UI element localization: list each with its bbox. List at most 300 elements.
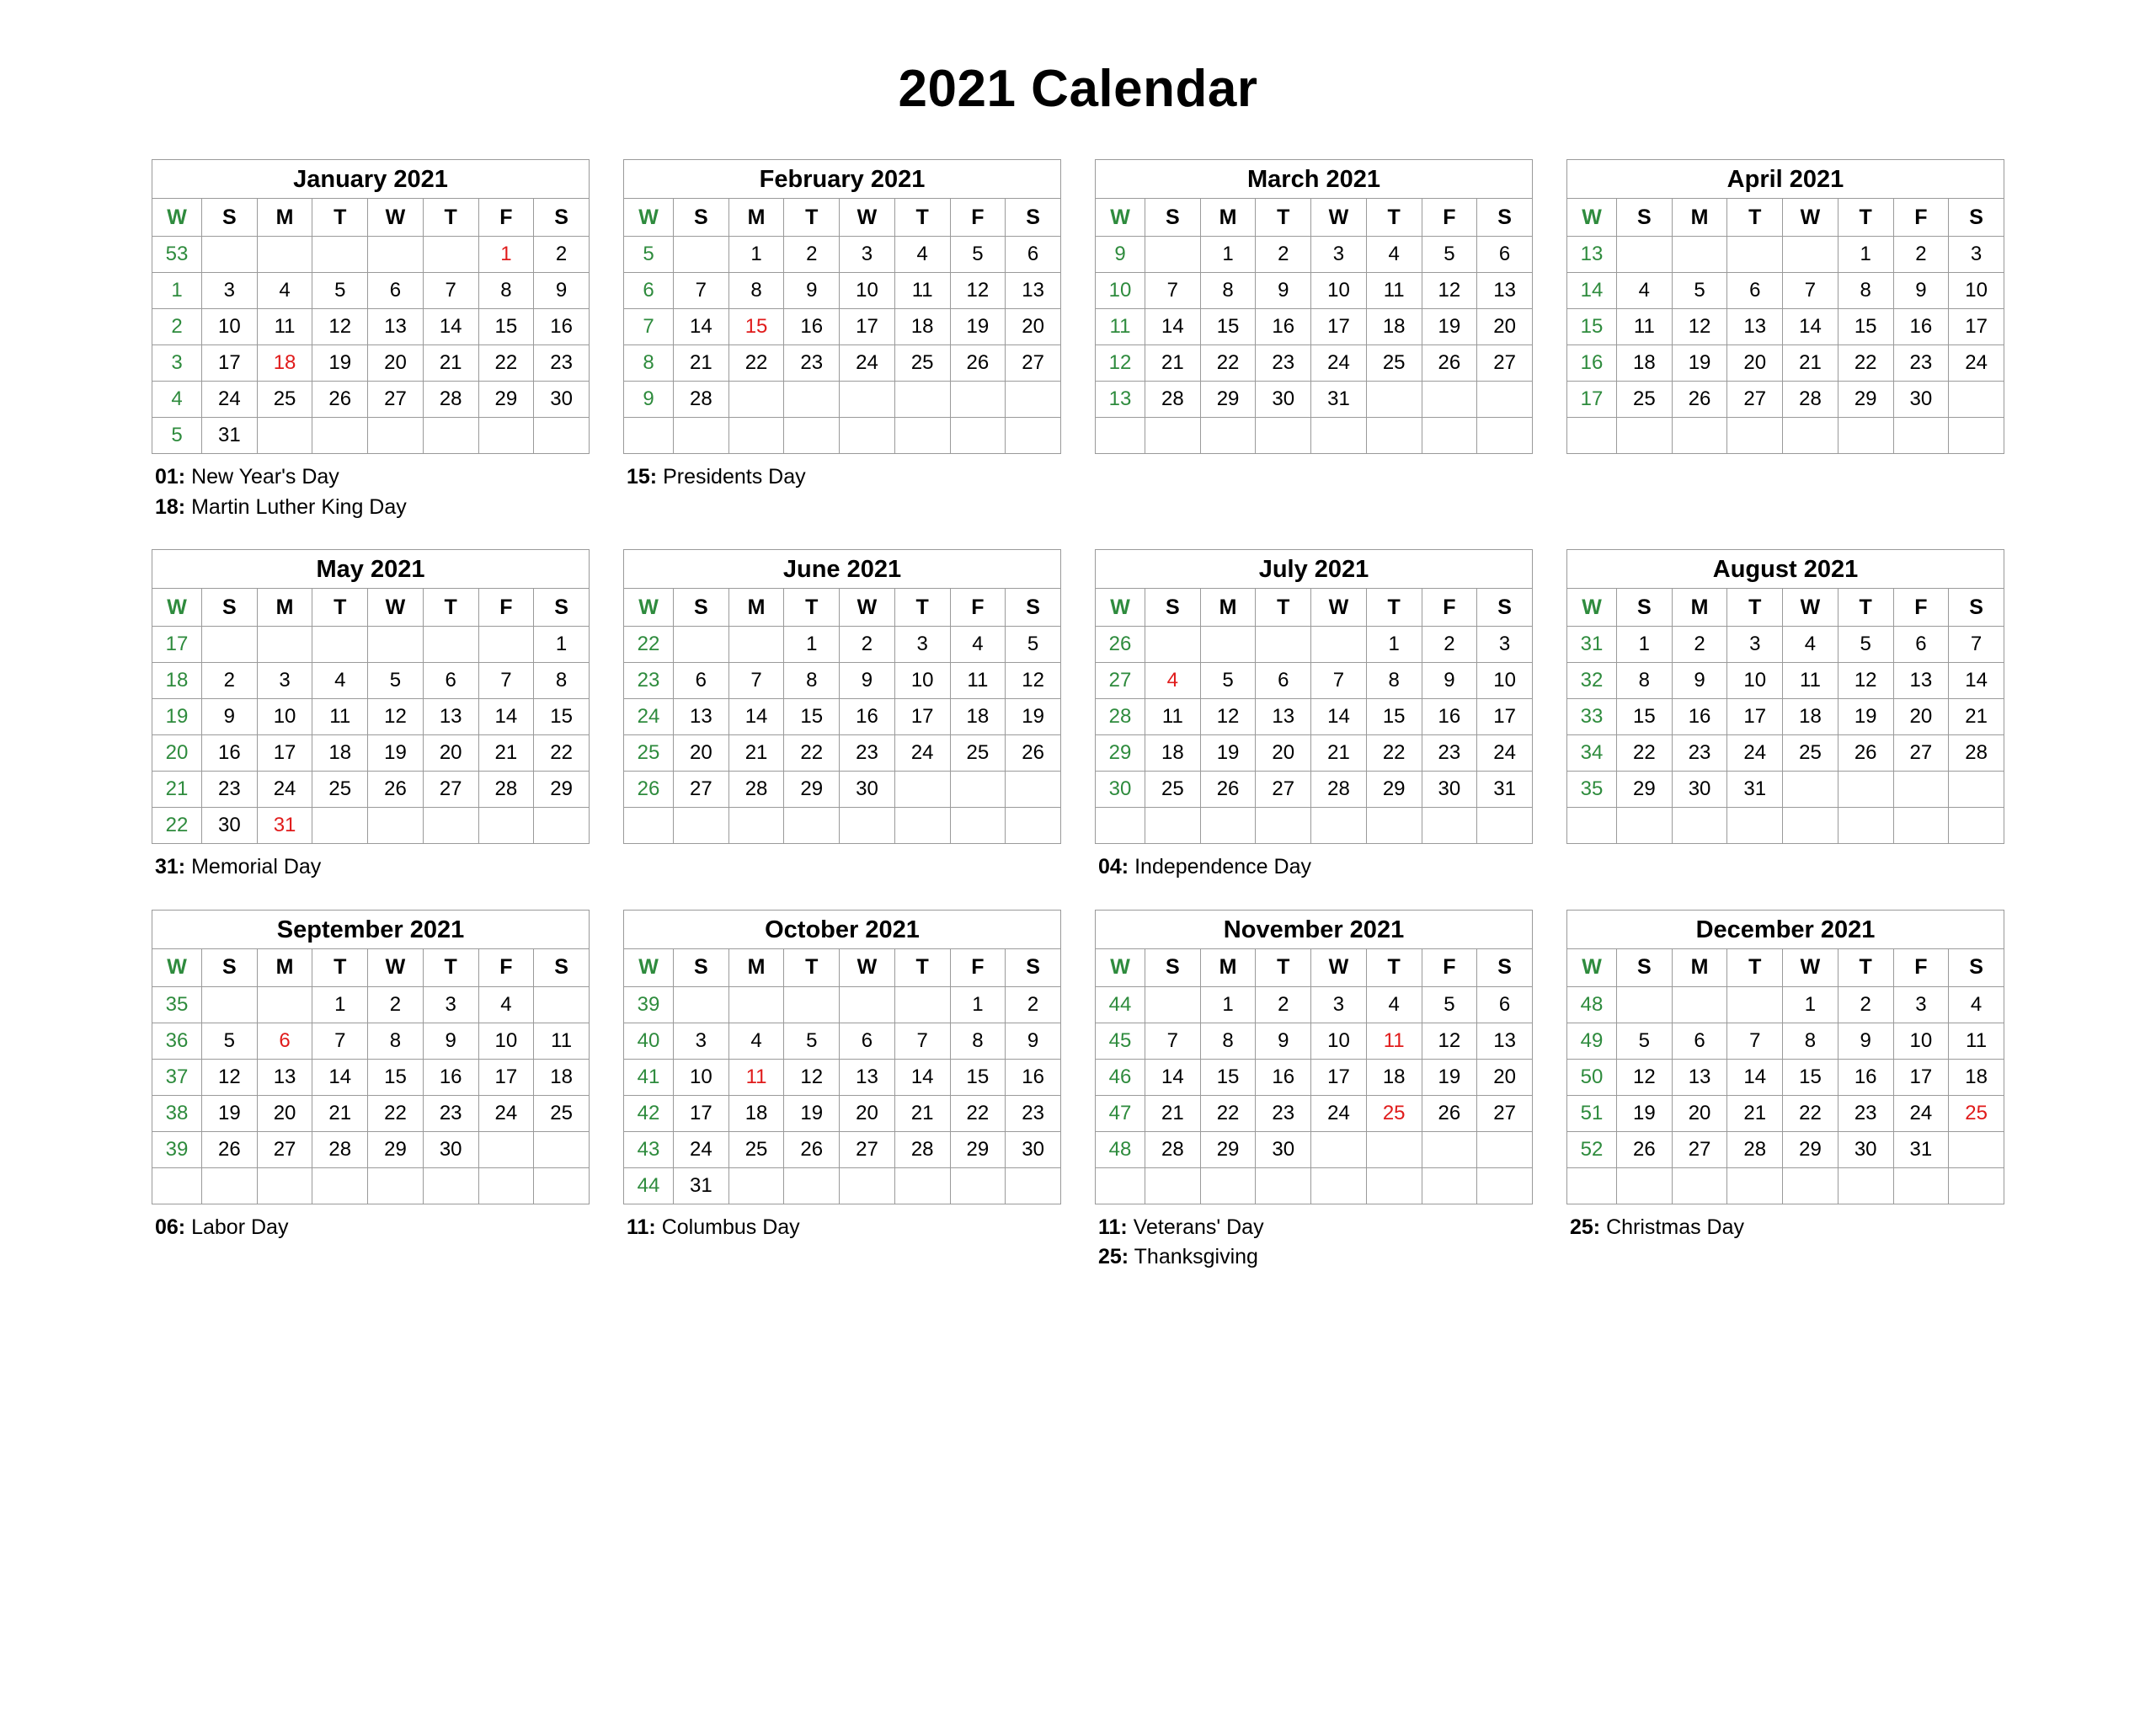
- weekday-header: T: [1838, 199, 1893, 237]
- day-cell: [1145, 418, 1201, 454]
- day-cell: [1727, 1167, 1783, 1204]
- day-cell: 15: [1783, 1059, 1838, 1095]
- week-number-cell: 13: [1096, 382, 1145, 418]
- holiday-note: [155, 462, 590, 493]
- day-cell: 25: [894, 345, 950, 382]
- day-cell: 24: [202, 382, 258, 418]
- weekday-header: T: [784, 199, 840, 237]
- weekday-header: S: [534, 948, 590, 986]
- day-cell: 21: [894, 1095, 950, 1131]
- day-cell: [1893, 1167, 1949, 1204]
- weekday-header: T: [894, 199, 950, 237]
- month-title: January 2021: [152, 159, 590, 198]
- holiday-note-label: Independence Day: [1134, 855, 1311, 879]
- day-cell: 19: [950, 309, 1006, 345]
- day-cell: [1893, 772, 1949, 808]
- week-number-cell: [1567, 418, 1617, 454]
- week-number-cell: [1096, 418, 1145, 454]
- day-cell: 14: [478, 699, 534, 735]
- day-cell: [1256, 627, 1311, 663]
- day-cell: [202, 986, 258, 1023]
- week-number-cell: 28: [1096, 699, 1145, 735]
- week-row: [1567, 986, 2004, 1023]
- week-row: [152, 627, 590, 663]
- day-cell-holiday: 31: [257, 808, 312, 844]
- holiday-note-list: [1566, 1213, 2004, 1243]
- week-row: [1567, 1059, 2004, 1095]
- week-number-cell: 15: [1567, 309, 1617, 345]
- week-row: [152, 735, 590, 772]
- day-cell: 21: [674, 345, 729, 382]
- day-cell: 21: [728, 735, 784, 772]
- day-cell: 23: [840, 735, 895, 772]
- week-row: [152, 345, 590, 382]
- day-cell-holiday: 1: [478, 237, 534, 273]
- day-cell: [312, 418, 368, 454]
- month-block: [623, 910, 1061, 1273]
- weekday-header: W: [368, 199, 424, 237]
- day-cell: [728, 627, 784, 663]
- weekday-header: T: [312, 948, 368, 986]
- week-number-cell: 16: [1567, 345, 1617, 382]
- day-cell: 29: [1200, 382, 1256, 418]
- day-cell: [894, 1167, 950, 1204]
- holiday-note-list: [152, 1213, 590, 1243]
- day-cell: 14: [674, 309, 729, 345]
- weekday-header: T: [423, 199, 478, 237]
- day-cell: 25: [312, 772, 368, 808]
- day-cell: 20: [423, 735, 478, 772]
- week-number-header: W: [1096, 948, 1145, 986]
- day-cell: 19: [784, 1095, 840, 1131]
- day-cell: 30: [202, 808, 258, 844]
- day-cell: 4: [728, 1023, 784, 1059]
- day-cell: 28: [1783, 382, 1838, 418]
- week-row: [1567, 627, 2004, 663]
- day-cell: 15: [478, 309, 534, 345]
- weekday-header: S: [202, 199, 258, 237]
- week-number-cell: [1096, 1167, 1145, 1204]
- week-number-header: W: [624, 948, 674, 986]
- weekday-header-row: [1567, 589, 2004, 627]
- week-row: [152, 986, 590, 1023]
- day-cell-holiday: 4: [1145, 663, 1201, 699]
- month-title: April 2021: [1566, 159, 2004, 198]
- day-cell: 14: [1949, 663, 2004, 699]
- weekday-header: M: [257, 948, 312, 986]
- day-cell: 20: [1477, 1059, 1533, 1095]
- day-cell: 7: [1311, 663, 1367, 699]
- week-row: [152, 1131, 590, 1167]
- day-cell: [1727, 237, 1783, 273]
- day-cell: 3: [1477, 627, 1533, 663]
- week-row: [624, 1131, 1061, 1167]
- week-row: [1567, 808, 2004, 844]
- week-number-cell: 12: [1096, 345, 1145, 382]
- week-number-cell: 22: [624, 627, 674, 663]
- weekday-header: S: [1006, 199, 1061, 237]
- month-title: February 2021: [623, 159, 1061, 198]
- day-cell: [1672, 237, 1727, 273]
- holiday-note-list: [152, 462, 590, 522]
- weekday-header: S: [202, 948, 258, 986]
- holiday-note-day: 11:: [1098, 1215, 1128, 1239]
- day-cell: 28: [894, 1131, 950, 1167]
- day-cell: [478, 418, 534, 454]
- day-cell: 25: [950, 735, 1006, 772]
- day-cell: 19: [1422, 1059, 1477, 1095]
- holiday-note-label: New Year's Day: [191, 465, 339, 489]
- holiday-note-list: [1566, 462, 2004, 471]
- day-cell: 6: [1727, 273, 1783, 309]
- day-cell: 2: [1838, 986, 1893, 1023]
- day-cell: 13: [1727, 309, 1783, 345]
- day-cell: 21: [1949, 699, 2004, 735]
- day-cell-holiday: 11: [728, 1059, 784, 1095]
- day-cell: 10: [1949, 273, 2004, 309]
- holiday-note-label: Labor Day: [191, 1215, 289, 1239]
- day-cell: 13: [1477, 1023, 1533, 1059]
- weekday-header: F: [478, 199, 534, 237]
- day-cell: 13: [840, 1059, 895, 1095]
- day-cell: 10: [894, 663, 950, 699]
- week-number-cell: 41: [624, 1059, 674, 1095]
- weekday-header: W: [840, 199, 895, 237]
- day-cell: 19: [312, 345, 368, 382]
- day-cell: [1672, 1167, 1727, 1204]
- weekday-header-row: [624, 589, 1061, 627]
- day-cell: 29: [950, 1131, 1006, 1167]
- day-cell: 27: [368, 382, 424, 418]
- day-cell: 14: [1145, 1059, 1201, 1095]
- day-cell: 10: [1727, 663, 1783, 699]
- day-cell: [1200, 1167, 1256, 1204]
- weekday-header: S: [674, 199, 729, 237]
- weekday-header: T: [1838, 589, 1893, 627]
- week-row: [152, 309, 590, 345]
- day-cell: 2: [1256, 237, 1311, 273]
- week-number-cell: [624, 418, 674, 454]
- day-cell: 16: [202, 735, 258, 772]
- month-table: [1095, 948, 1533, 1204]
- week-row: [1096, 1059, 1533, 1095]
- week-number-cell: 8: [624, 345, 674, 382]
- day-cell: 26: [1617, 1131, 1673, 1167]
- day-cell: 24: [478, 1095, 534, 1131]
- week-number-cell: 7: [624, 309, 674, 345]
- month-table: [152, 198, 590, 454]
- day-cell: 9: [1893, 273, 1949, 309]
- week-number-cell: 24: [624, 699, 674, 735]
- week-number-cell: 3: [152, 345, 202, 382]
- week-number-cell: 2: [152, 309, 202, 345]
- day-cell: [950, 418, 1006, 454]
- week-row: [1096, 808, 1533, 844]
- day-cell: [1727, 986, 1783, 1023]
- week-number-cell: 29: [1096, 735, 1145, 772]
- day-cell: [840, 808, 895, 844]
- day-cell: 11: [1617, 309, 1673, 345]
- week-number-cell: 48: [1096, 1131, 1145, 1167]
- day-cell: [894, 986, 950, 1023]
- day-cell: 7: [1145, 273, 1201, 309]
- week-number-cell: 44: [1096, 986, 1145, 1023]
- month-table: [623, 588, 1061, 844]
- day-cell: [1256, 418, 1311, 454]
- weekday-header: M: [1672, 199, 1727, 237]
- day-cell: 24: [1311, 345, 1367, 382]
- week-row: [1567, 772, 2004, 808]
- weekday-header: F: [950, 199, 1006, 237]
- day-cell: 17: [478, 1059, 534, 1095]
- day-cell: 15: [1366, 699, 1422, 735]
- day-cell: [1311, 1131, 1367, 1167]
- day-cell: 31: [1727, 772, 1783, 808]
- holiday-note: [155, 493, 590, 523]
- holiday-note: [1098, 852, 1533, 883]
- week-number-cell: 37: [152, 1059, 202, 1095]
- holiday-note-day: 18:: [155, 494, 186, 519]
- day-cell: 12: [1006, 663, 1061, 699]
- week-number-cell: 9: [624, 382, 674, 418]
- day-cell: 4: [950, 627, 1006, 663]
- day-cell: [1672, 418, 1727, 454]
- day-cell: 13: [1006, 273, 1061, 309]
- day-cell: 25: [728, 1131, 784, 1167]
- day-cell: [478, 808, 534, 844]
- day-cell: 12: [1838, 663, 1893, 699]
- day-cell: 5: [1006, 627, 1061, 663]
- weekday-header: S: [1617, 199, 1673, 237]
- day-cell: 6: [423, 663, 478, 699]
- week-number-cell: 32: [1567, 663, 1617, 699]
- week-number-cell: 35: [1567, 772, 1617, 808]
- day-cell: 15: [368, 1059, 424, 1095]
- weekday-header: M: [1200, 589, 1256, 627]
- day-cell: 14: [1145, 309, 1201, 345]
- day-cell: 23: [202, 772, 258, 808]
- day-cell: 27: [1477, 345, 1533, 382]
- day-cell: [1256, 1167, 1311, 1204]
- day-cell: 5: [1422, 986, 1477, 1023]
- holiday-note-label: Martin Luther King Day: [191, 494, 407, 519]
- day-cell: [312, 1167, 368, 1204]
- weekday-header: W: [1311, 589, 1367, 627]
- day-cell: 12: [1422, 1023, 1477, 1059]
- day-cell: [1366, 1167, 1422, 1204]
- day-cell: [1783, 772, 1838, 808]
- day-cell: 27: [1672, 1131, 1727, 1167]
- day-cell: [1727, 418, 1783, 454]
- week-number-cell: 17: [1567, 382, 1617, 418]
- week-row: [1096, 1167, 1533, 1204]
- holiday-note-label: Memorial Day: [191, 855, 322, 879]
- week-number-cell: [1096, 808, 1145, 844]
- day-cell: [950, 808, 1006, 844]
- day-cell: [894, 772, 950, 808]
- week-row: [1096, 1095, 1533, 1131]
- holiday-note: [1570, 1213, 2004, 1243]
- day-cell: [1477, 382, 1533, 418]
- week-number-cell: 45: [1096, 1023, 1145, 1059]
- week-number-cell: 23: [624, 663, 674, 699]
- day-cell: 22: [784, 735, 840, 772]
- weekday-header: S: [202, 589, 258, 627]
- day-cell: 12: [1200, 699, 1256, 735]
- week-number-cell: 48: [1567, 986, 1617, 1023]
- day-cell: [1617, 986, 1673, 1023]
- day-cell: 18: [1949, 1059, 2004, 1095]
- day-cell: [478, 1167, 534, 1204]
- day-cell: 11: [1366, 273, 1422, 309]
- day-cell: [1783, 1167, 1838, 1204]
- week-number-cell: 21: [152, 772, 202, 808]
- day-cell: 10: [840, 273, 895, 309]
- week-row: [1096, 663, 1533, 699]
- week-row: [624, 418, 1061, 454]
- day-cell: 29: [1783, 1131, 1838, 1167]
- week-number-cell: 40: [624, 1023, 674, 1059]
- day-cell: [784, 418, 840, 454]
- weekday-header-row: [152, 199, 590, 237]
- week-row: [1096, 772, 1533, 808]
- day-cell: [1145, 627, 1201, 663]
- day-cell: [1422, 1131, 1477, 1167]
- day-cell: 12: [950, 273, 1006, 309]
- week-row: [1096, 345, 1533, 382]
- day-cell: 9: [1672, 663, 1727, 699]
- day-cell: 18: [728, 1095, 784, 1131]
- week-number-cell: 31: [1567, 627, 1617, 663]
- week-row: [624, 986, 1061, 1023]
- day-cell: [728, 1167, 784, 1204]
- day-cell: 27: [1893, 735, 1949, 772]
- week-row: [1096, 418, 1533, 454]
- day-cell: 17: [1311, 1059, 1367, 1095]
- day-cell: [257, 986, 312, 1023]
- day-cell: 29: [784, 772, 840, 808]
- holiday-note-day: 25:: [1098, 1245, 1129, 1268]
- holiday-note: [1098, 1213, 1533, 1243]
- day-cell: 4: [894, 237, 950, 273]
- week-row: [1567, 1131, 2004, 1167]
- day-cell: [840, 986, 895, 1023]
- week-number-cell: 30: [1096, 772, 1145, 808]
- week-row: [624, 309, 1061, 345]
- day-cell: 30: [1838, 1131, 1893, 1167]
- week-number-cell: 38: [152, 1095, 202, 1131]
- day-cell: 14: [894, 1059, 950, 1095]
- week-number-cell: 42: [624, 1095, 674, 1131]
- day-cell: [1783, 418, 1838, 454]
- week-number-cell: 36: [152, 1023, 202, 1059]
- day-cell: 28: [1145, 382, 1201, 418]
- week-number-header: W: [1567, 589, 1617, 627]
- day-cell: [1006, 1167, 1061, 1204]
- month-table: [1566, 588, 2004, 844]
- day-cell: [784, 986, 840, 1023]
- day-cell: 18: [1366, 309, 1422, 345]
- day-cell: 24: [840, 345, 895, 382]
- weekday-header: S: [534, 199, 590, 237]
- day-cell: 7: [312, 1023, 368, 1059]
- day-cell: 18: [1145, 735, 1201, 772]
- day-cell: 30: [1256, 382, 1311, 418]
- day-cell: 8: [478, 273, 534, 309]
- day-cell: 13: [1672, 1059, 1727, 1095]
- week-row: [624, 1023, 1061, 1059]
- day-cell: 27: [1256, 772, 1311, 808]
- day-cell: 20: [674, 735, 729, 772]
- day-cell: 4: [1783, 627, 1838, 663]
- day-cell: 29: [534, 772, 590, 808]
- day-cell: 15: [1838, 309, 1893, 345]
- day-cell: 3: [257, 663, 312, 699]
- day-cell: 21: [1727, 1095, 1783, 1131]
- day-cell: 15: [950, 1059, 1006, 1095]
- day-cell: [1422, 418, 1477, 454]
- day-cell: 27: [1006, 345, 1061, 382]
- day-cell: [534, 1131, 590, 1167]
- day-cell: 18: [312, 735, 368, 772]
- weekday-header: T: [1366, 589, 1422, 627]
- day-cell: 28: [1145, 1131, 1201, 1167]
- day-cell: [1949, 418, 2004, 454]
- day-cell: 7: [674, 273, 729, 309]
- day-cell: 1: [1366, 627, 1422, 663]
- day-cell: [840, 418, 895, 454]
- day-cell: 30: [423, 1131, 478, 1167]
- day-cell: 12: [784, 1059, 840, 1095]
- week-number-header: W: [1096, 589, 1145, 627]
- day-cell-holiday: 18: [257, 345, 312, 382]
- weekday-header-row: [1096, 589, 1533, 627]
- day-cell: 29: [1366, 772, 1422, 808]
- day-cell: [728, 808, 784, 844]
- day-cell: 28: [1727, 1131, 1783, 1167]
- day-cell: 16: [1422, 699, 1477, 735]
- day-cell: 16: [1006, 1059, 1061, 1095]
- day-cell: 30: [534, 382, 590, 418]
- week-number-cell: 46: [1096, 1059, 1145, 1095]
- day-cell: 7: [423, 273, 478, 309]
- day-cell: [202, 237, 258, 273]
- day-cell: [1366, 382, 1422, 418]
- week-row: [1096, 627, 1533, 663]
- day-cell: 17: [257, 735, 312, 772]
- day-cell: 16: [784, 309, 840, 345]
- day-cell: [423, 237, 478, 273]
- weekday-header: S: [1006, 589, 1061, 627]
- holiday-note-label: Presidents Day: [663, 465, 806, 489]
- day-cell: 23: [1422, 735, 1477, 772]
- day-cell: 5: [1838, 627, 1893, 663]
- day-cell: 5: [202, 1023, 258, 1059]
- month-title: March 2021: [1095, 159, 1533, 198]
- day-cell: 23: [423, 1095, 478, 1131]
- day-cell: [368, 418, 424, 454]
- day-cell: 19: [1617, 1095, 1673, 1131]
- day-cell: 22: [534, 735, 590, 772]
- day-cell: 11: [257, 309, 312, 345]
- day-cell: 3: [1311, 986, 1367, 1023]
- week-number-cell: 39: [624, 986, 674, 1023]
- month-title: June 2021: [623, 549, 1061, 588]
- day-cell: 31: [1311, 382, 1367, 418]
- day-cell: 26: [368, 772, 424, 808]
- day-cell: 11: [312, 699, 368, 735]
- week-row: [624, 808, 1061, 844]
